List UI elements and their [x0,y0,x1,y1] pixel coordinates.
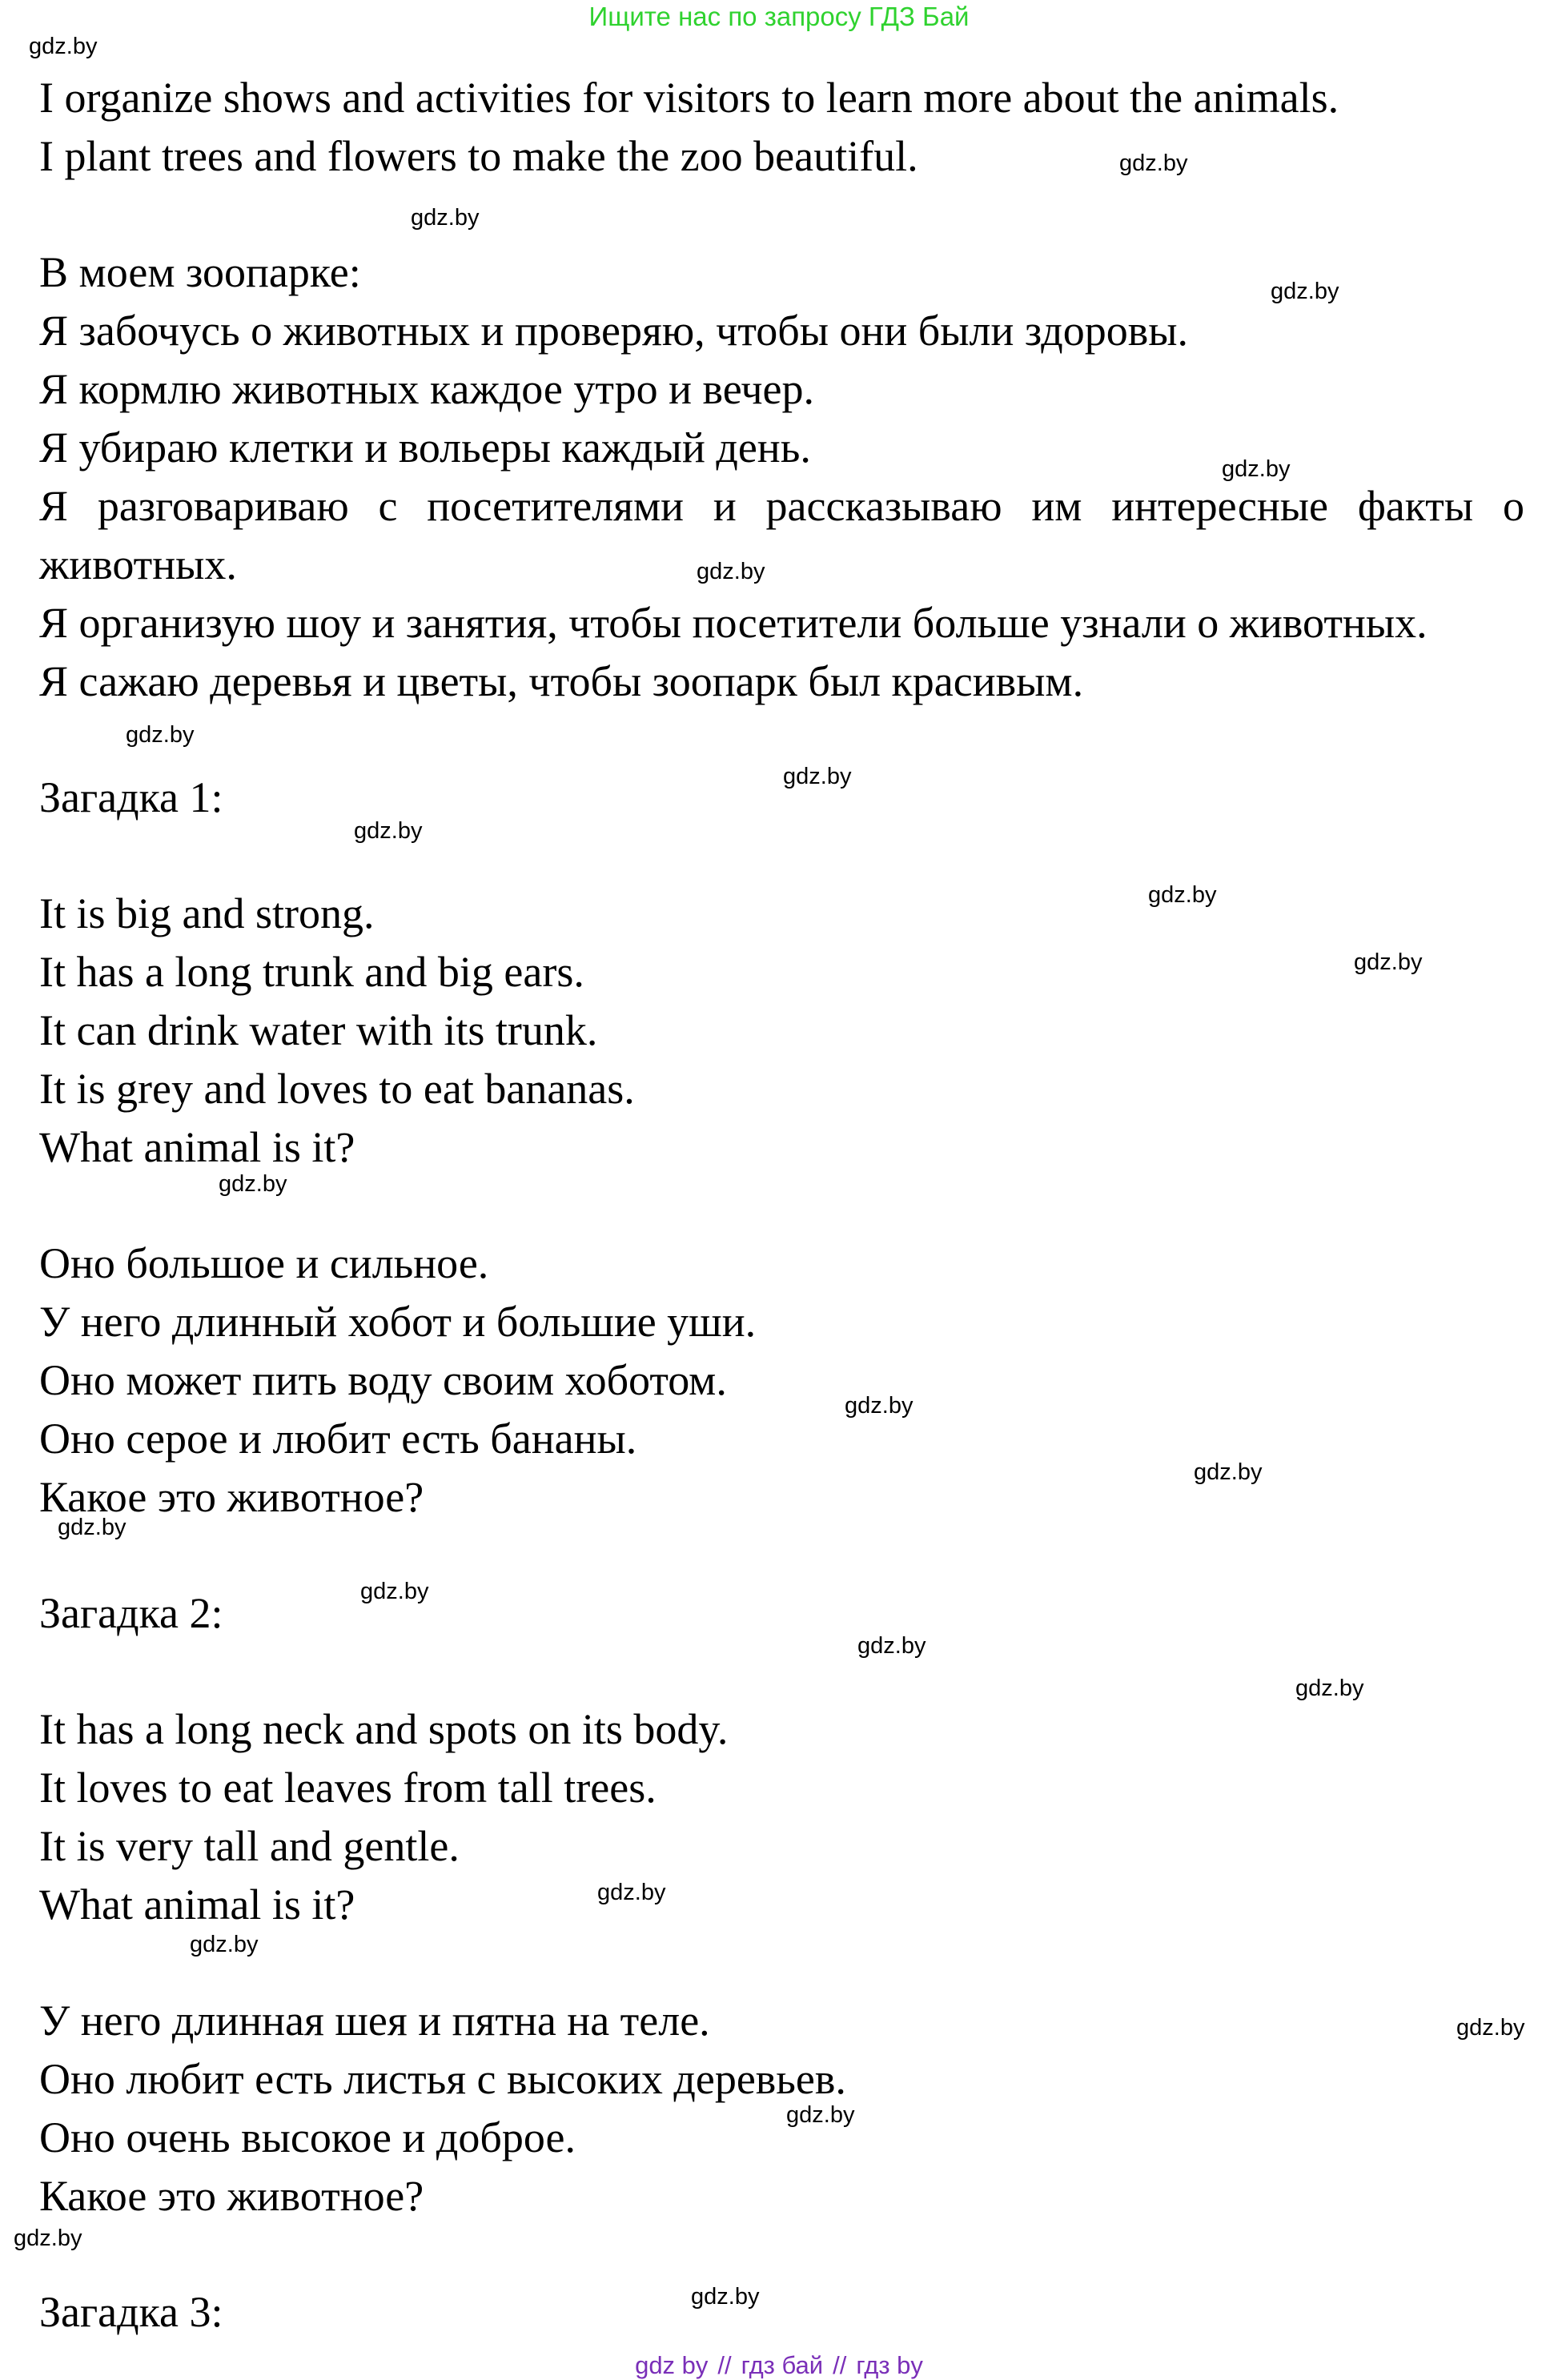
watermark: gdz.by [1222,456,1291,482]
footer-link[interactable]: гдз by [856,2351,923,2379]
watermark: gdz.by [786,2102,855,2128]
footer-link[interactable]: gdz by [635,2351,709,2379]
watermark: gdz.by [783,764,852,789]
watermark: gdz.by [1194,1459,1263,1485]
riddle-line-en: What animal is it? [39,1123,355,1171]
footer-link[interactable]: гдз бай [741,2351,824,2379]
watermark: gdz.by [411,205,480,231]
watermark: gdz.by [845,1393,914,1419]
riddle-line-en: It has a long neck and spots on its body. [39,1705,729,1753]
riddle-line-ru: Оно может пить воду своим хоботом. [39,1356,727,1404]
riddle-1-title: Загадка 1: [39,773,223,821]
riddle-line-ru: Оно серое и любит есть бананы. [39,1415,637,1463]
watermark: gdz.by [691,2284,760,2310]
watermark: gdz.by [29,34,98,59]
footer-separator: // [833,2351,847,2379]
watermark: gdz.by [1354,949,1423,975]
zoo-line: Я организую шоу и занятия, чтобы посетители больше узнали о животных. [39,599,1427,647]
footer-separator: // [717,2351,732,2379]
watermark: gdz.by [1148,882,1217,908]
watermark: gdz.by [1271,279,1339,304]
watermark: gdz.by [58,1515,126,1540]
watermark: gdz.by [1456,2015,1525,2041]
riddle-line-en: What animal is it? [39,1880,355,1928]
riddle-3-title: Загадка 3: [39,2288,223,2336]
zoo-line: Я кормлю животных каждое утро и вечер. [39,365,814,413]
watermark: gdz.by [126,722,195,748]
watermark: gdz.by [857,1633,926,1659]
riddle-2-title: Загадка 2: [39,1589,223,1637]
watermark: gdz.by [697,559,765,584]
intro-line: I organize shows and activities for visitors to learn more about the animals. [39,74,1339,122]
site-banner: Ищите нас по запросу ГДЗ Бай [588,2,970,31]
zoo-line: Я убираю клетки и вольеры каждый день. [39,423,811,472]
watermark: gdz.by [219,1171,287,1197]
riddle-line-ru: Какое это животное? [39,2172,424,2220]
riddle-line-ru: Какое это животное? [39,1473,424,1521]
riddle-line-en: It is grey and loves to eat bananas. [39,1065,635,1113]
intro-line: I plant trees and flowers to make the zoo beautiful. [39,132,918,180]
riddle-line-ru: Оно большое и сильное. [39,1239,489,1287]
zoo-line: Я забочусь о животных и проверяю, чтобы они были здоровы. [39,307,1188,355]
document-body [39,69,1524,2342]
riddle-line-en: It loves to eat leaves from tall trees. [39,1764,657,1812]
riddle-line-en: It is very tall and gentle. [39,1822,460,1870]
riddle-line-en: It is big and strong. [39,889,375,937]
riddle-line-ru: Оно очень высокое и доброе. [39,2113,576,2161]
watermark: gdz.by [1295,1676,1364,1701]
riddle-line-ru: Оно любит есть листья с высоких деревьев. [39,2055,846,2103]
zoo-heading: В моем зоопарке: [39,248,361,296]
watermark: gdz.by [14,2225,82,2251]
zoo-line: Я разговариваю с посетителями и рассказываю им интересные факты о животных. [39,482,1524,588]
watermark: gdz.by [190,1932,259,1957]
riddle-line-en: It can drink water with its trunk. [39,1006,598,1054]
watermark: gdz.by [360,1579,429,1604]
watermark: gdz.by [354,818,423,844]
zoo-line: Я сажаю деревья и цветы, чтобы зоопарк был красивым. [39,657,1084,705]
riddle-line-en: It has a long trunk and big ears. [39,948,584,996]
riddle-line-ru: У него длинная шея и пятна на теле. [39,1997,710,2045]
site-footer [0,2351,1558,2380]
riddle-line-ru: У него длинный хобот и большие уши. [39,1298,757,1346]
watermark: gdz.by [1119,151,1188,176]
watermark: gdz.by [597,1880,666,1905]
